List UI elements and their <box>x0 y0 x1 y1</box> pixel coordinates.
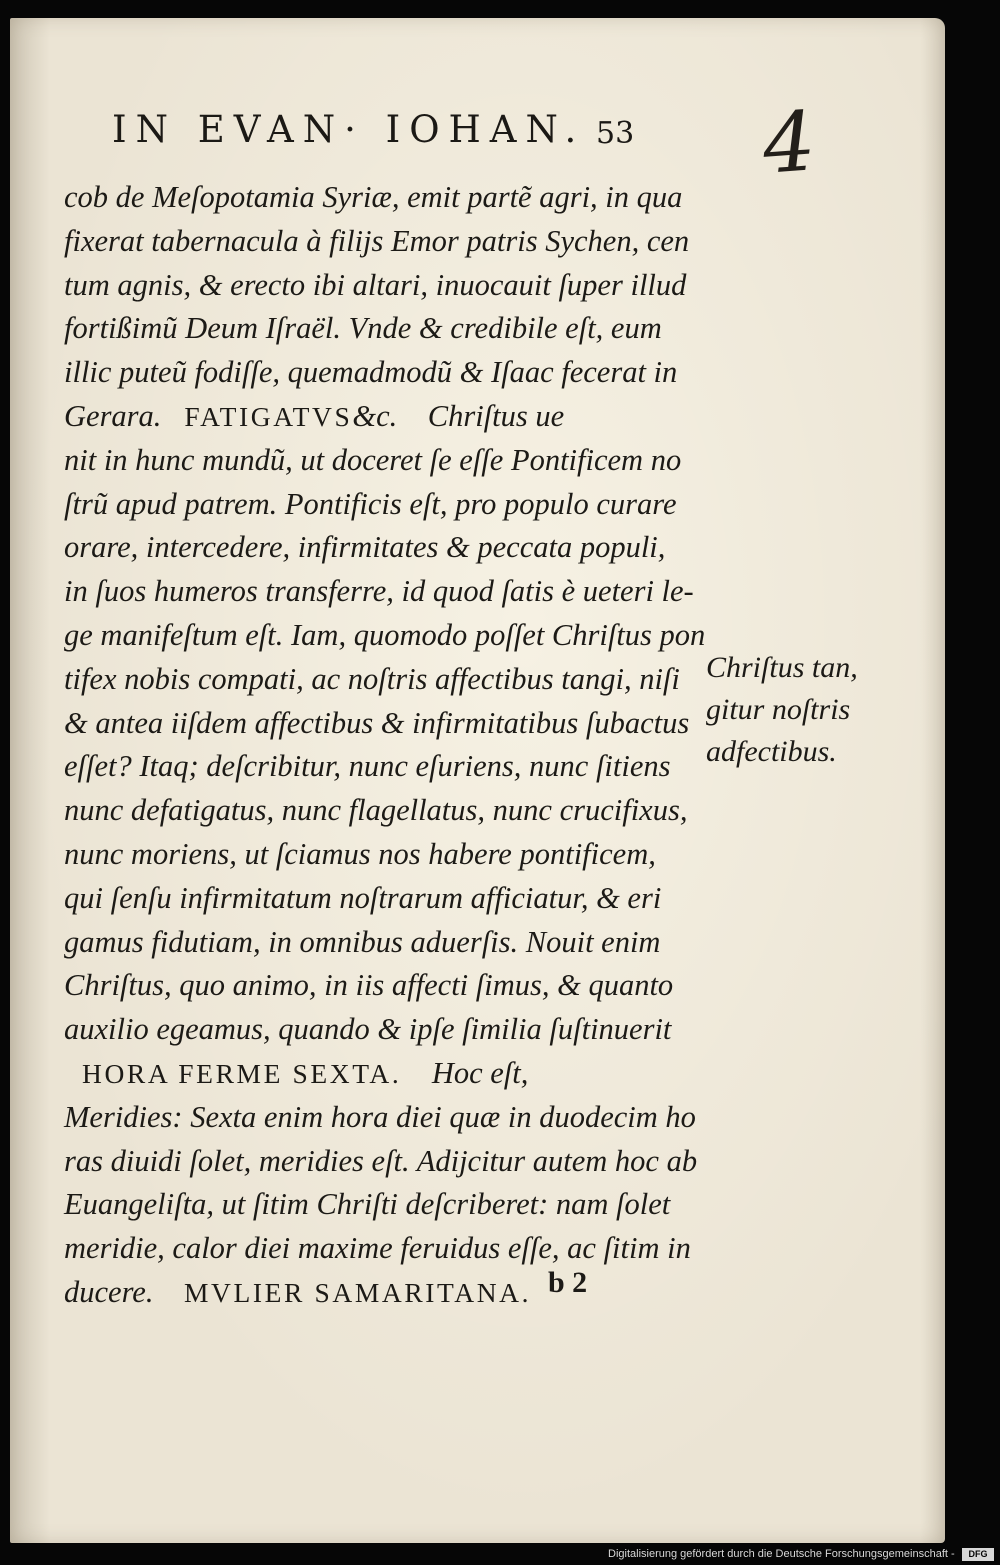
text-line: eſſet? Itaq; deſcribitur, nunc eſuriens, nunc ſitiens <box>64 749 671 784</box>
text-line: nunc defatigatus, nunc flagellatus, nunc crucifixus, <box>64 793 688 828</box>
text-line: Euangeliſta, ut ſitim Chriſti deſcriberet: nam ſolet <box>64 1187 671 1222</box>
text-fragment: Gerara. <box>64 398 162 433</box>
text-line <box>64 1052 714 1096</box>
section-caps: MVLIER SAMARITANA. <box>183 1276 532 1308</box>
text-line: fixerat tabernacula à filijs Emor patris Sychen, cen <box>64 223 690 258</box>
folio-number: 53 <box>596 116 635 151</box>
text-fragment: Hoc eſt, <box>431 1055 529 1090</box>
text-line: illic puteũ fodiſſe, quemadmodũ & Iſaac fecerat in <box>64 355 678 390</box>
marginal-note <box>706 647 858 773</box>
text-line: nunc moriens, ut ſciamus nos habere pontificem, <box>64 836 656 871</box>
text-line: auxilio egeamus, quando & ipſe ſimilia ſuſtinuerit <box>64 1012 672 1047</box>
body-text-block <box>64 176 714 1315</box>
text-line <box>64 395 714 439</box>
section-caps: HORA FERME SEXTA. <box>82 1057 402 1089</box>
text-line: cob de Meſopotamia Syriæ, emit partẽ agri, in qua <box>64 180 683 214</box>
text-line: in ſuos humeros transferre, id quod ſatis è ueteri le- <box>64 574 694 609</box>
text-line: & antea iiſdem affectibus & infirmitatibus ſubactus <box>64 705 690 740</box>
text-line: Meridies: Sexta enim hora diei quæ in duodecim ho <box>64 1099 696 1134</box>
text-fragment: &c. <box>352 398 398 433</box>
text-line: ſtrũ apud patrem. Pontificis eſt, pro populo curare <box>64 486 677 521</box>
text-fragment: Chriſtus ue <box>427 398 565 433</box>
text-line <box>64 1271 714 1315</box>
text-line: qui ſenſu infirmitatum noſtrarum afficiatur, & eri <box>64 880 662 915</box>
text-line: ge manifeſtum eſt. Iam, quomodo poſſet Chriſtus pon <box>64 617 706 652</box>
text-fragment: ducere. <box>64 1274 154 1309</box>
text-line: meridie, calor diei maxime feruidus eſſe, ac ſitim in <box>64 1231 691 1266</box>
text-line: gamus fidutiam, in omnibus aduerſis. Nouit enim <box>64 924 661 959</box>
dfg-logo: DFG <box>962 1548 994 1561</box>
text-line: ras diuidi ſolet, meridies eſt. Adijcitur autem hoc ab <box>64 1143 698 1178</box>
text-line: tifex nobis compati, ac noſtris affectibus tangi, niſi <box>64 661 680 696</box>
section-caps: FATIGATVS <box>184 400 353 432</box>
text-line: nit in hunc mundũ, ut doceret ſe eſſe Pontificem no <box>64 442 682 477</box>
text-line: fortißimũ Deum Iſraël. Vnde & credibile eſt, eum <box>64 311 662 346</box>
marginal-note-line: Chriſtus tan, <box>706 651 858 684</box>
text-line: tum agnis, & erecto ibi altari, inuocauit ſuper illud <box>64 267 687 302</box>
marginal-note-line: adfectibus. <box>706 735 837 768</box>
handwritten-page-number: 4 <box>759 94 819 193</box>
text-line: orare, intercedere, infirmitates & peccata populi, <box>64 530 666 565</box>
signature-mark: b 2 <box>548 1266 588 1299</box>
funding-credit: Digitalisierung gefördert durch die Deutsche Forschungsgemeinschaft - <box>608 1548 955 1560</box>
running-head: IN EVAN· IOHAN. <box>112 108 586 151</box>
marginal-note-line: gitur noſtris <box>706 693 851 726</box>
text-line: Chriſtus, quo animo, in iis affecti ſimus, & quanto <box>64 968 674 1003</box>
